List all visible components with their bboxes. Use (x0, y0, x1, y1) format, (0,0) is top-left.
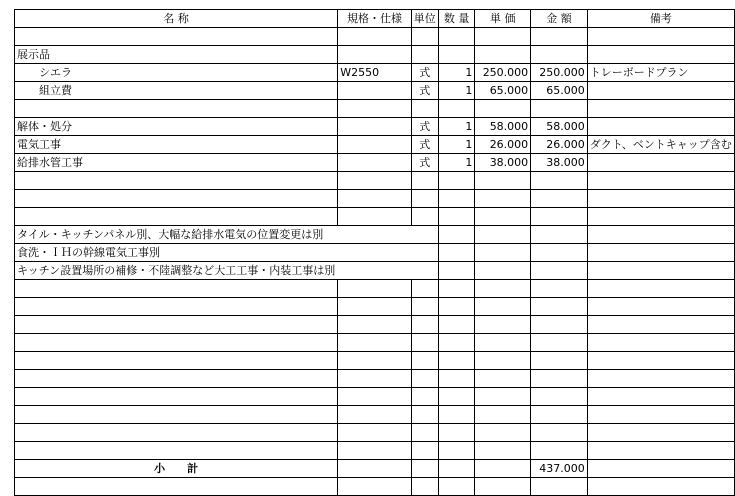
cell-notes[interactable] (587, 100, 734, 118)
cell-spec[interactable] (338, 370, 411, 388)
subtotal-label[interactable]: 小 計 (15, 460, 338, 478)
cell-spec[interactable] (338, 244, 411, 262)
cell-unit-price[interactable] (475, 100, 531, 118)
cell-unit[interactable] (411, 244, 438, 262)
cell-spec[interactable] (338, 28, 411, 46)
cell-notes[interactable] (587, 154, 734, 172)
table-row (15, 352, 735, 370)
cell-unit[interactable] (411, 262, 438, 280)
cell-name[interactable] (15, 352, 338, 370)
cell-unit[interactable] (411, 172, 438, 190)
cell-unit-price[interactable] (475, 478, 531, 496)
cell-unit-price[interactable] (475, 316, 531, 334)
cell-name[interactable] (15, 316, 338, 334)
cell-unit[interactable] (411, 370, 438, 388)
cell-qty[interactable] (438, 478, 474, 496)
cell-qty[interactable] (438, 28, 474, 46)
note-line[interactable]: 食洗・ＩＨの幹線電気工事別 (15, 244, 338, 262)
cell-notes[interactable] (587, 82, 734, 100)
cell-qty[interactable] (438, 46, 474, 64)
cell-unit[interactable]: 式 (411, 118, 438, 136)
cell-amount[interactable] (531, 370, 588, 388)
cell-notes[interactable] (587, 388, 734, 406)
cell-unit[interactable] (411, 442, 438, 460)
cell-name[interactable]: 組立費 (15, 82, 338, 100)
cell-notes[interactable] (587, 352, 734, 370)
cell-name[interactable] (15, 478, 338, 496)
cell-notes[interactable] (587, 370, 734, 388)
cell-unit[interactable]: 式 (411, 136, 438, 154)
cell-amount[interactable] (531, 190, 588, 208)
cell-name[interactable] (15, 442, 338, 460)
cell-unit-price[interactable] (475, 208, 531, 226)
header-unit: 単位 (411, 10, 438, 28)
cell-spec[interactable] (338, 172, 411, 190)
cell-unit[interactable] (411, 46, 438, 64)
cell-unit[interactable] (411, 226, 438, 244)
cell-unit[interactable] (411, 460, 438, 478)
cell-amount[interactable] (531, 406, 588, 424)
cell-spec[interactable] (338, 262, 411, 280)
table-row (15, 478, 735, 496)
cell-name[interactable]: 解体・処分 (15, 118, 338, 136)
cell-notes[interactable] (587, 190, 734, 208)
cell-qty[interactable] (438, 100, 474, 118)
cell-spec[interactable] (338, 352, 411, 370)
cell-notes[interactable] (587, 424, 734, 442)
cell-spec[interactable] (338, 136, 411, 154)
cell-name[interactable] (15, 406, 338, 424)
cell-unit-price[interactable] (475, 244, 531, 262)
cell-spec[interactable] (338, 316, 411, 334)
cell-spec[interactable] (338, 226, 411, 244)
cell-amount[interactable] (531, 28, 588, 46)
cell-spec[interactable] (338, 190, 411, 208)
table-row (15, 82, 735, 100)
cell-unit[interactable] (411, 316, 438, 334)
cell-amount[interactable] (531, 298, 588, 316)
cell-amount[interactable]: 250.000 (531, 64, 588, 82)
table-row (15, 154, 735, 172)
header-amount: 金 額 (531, 10, 588, 28)
cell-notes[interactable] (587, 244, 734, 262)
cell-qty[interactable] (438, 316, 474, 334)
cell-unit[interactable] (411, 352, 438, 370)
cell-notes[interactable]: ダクト、ベントキャップ含む (587, 136, 734, 154)
cell-qty[interactable] (438, 424, 474, 442)
cell-unit-price[interactable]: 26.000 (475, 136, 531, 154)
cell-unit-price[interactable]: 250.000 (475, 64, 531, 82)
cell-unit[interactable] (411, 388, 438, 406)
cell-qty[interactable] (438, 262, 474, 280)
cell-unit-price[interactable] (475, 460, 531, 478)
cell-name[interactable] (15, 190, 338, 208)
cell-name[interactable]: 展示品 (15, 46, 338, 64)
cell-name[interactable] (15, 370, 338, 388)
cell-name[interactable]: 電気工事 (15, 136, 338, 154)
table-row (15, 190, 735, 208)
cell-unit-price[interactable] (475, 370, 531, 388)
subtotal-amount[interactable]: 437.000 (531, 460, 588, 478)
cell-qty[interactable]: 1 (438, 154, 474, 172)
table-row (15, 280, 735, 298)
cell-unit-price[interactable] (475, 190, 531, 208)
cell-unit[interactable] (411, 190, 438, 208)
cell-spec[interactable] (338, 478, 411, 496)
note-row (15, 262, 735, 280)
cell-unit-price[interactable] (475, 172, 531, 190)
cell-amount[interactable] (531, 316, 588, 334)
table-row (15, 424, 735, 442)
cell-amount[interactable] (531, 46, 588, 64)
cell-unit-price[interactable] (475, 352, 531, 370)
header-qty: 数 量 (438, 10, 474, 28)
estimate-table (14, 9, 735, 496)
cell-amount[interactable] (531, 172, 588, 190)
cell-unit[interactable] (411, 424, 438, 442)
cell-name[interactable]: シエラ (15, 64, 338, 82)
header-name: 名 称 (15, 10, 338, 28)
cell-unit-price[interactable] (475, 262, 531, 280)
header-unit-price: 単 価 (475, 10, 531, 28)
cell-spec[interactable] (338, 388, 411, 406)
cell-amount[interactable] (531, 478, 588, 496)
cell-spec[interactable] (338, 46, 411, 64)
cell-unit-price[interactable]: 38.000 (475, 154, 531, 172)
cell-amount[interactable]: 26.000 (531, 136, 588, 154)
table-body (15, 28, 735, 496)
cell-unit-price[interactable] (475, 226, 531, 244)
cell-qty[interactable] (438, 172, 474, 190)
cell-amount[interactable] (531, 424, 588, 442)
cell-qty[interactable] (438, 244, 474, 262)
cell-notes[interactable] (587, 406, 734, 424)
cell-unit[interactable] (411, 100, 438, 118)
cell-unit[interactable] (411, 478, 438, 496)
cell-spec[interactable]: W2550 (338, 64, 411, 82)
cell-notes[interactable] (587, 316, 734, 334)
table-row (15, 316, 735, 334)
cell-unit[interactable] (411, 334, 438, 352)
cell-name[interactable] (15, 424, 338, 442)
table-row (15, 370, 735, 388)
cell-unit-price[interactable] (475, 442, 531, 460)
cell-name[interactable] (15, 280, 338, 298)
cell-qty[interactable]: 1 (438, 64, 474, 82)
header-spec: 規格・仕様 (338, 10, 411, 28)
cell-unit-price[interactable] (475, 298, 531, 316)
cell-qty[interactable] (438, 406, 474, 424)
cell-name[interactable] (15, 334, 338, 352)
cell-qty[interactable] (438, 370, 474, 388)
cell-amount[interactable]: 65.000 (531, 82, 588, 100)
cell-qty[interactable] (438, 442, 474, 460)
note-line[interactable]: タイル・キッチンパネル別、大幅な給排水電気の位置変更は別 (15, 226, 338, 244)
table-row (15, 208, 735, 226)
cell-unit-price[interactable] (475, 28, 531, 46)
cell-name[interactable] (15, 100, 338, 118)
cell-notes[interactable] (587, 262, 734, 280)
cell-qty[interactable] (438, 334, 474, 352)
cell-amount[interactable] (531, 208, 588, 226)
cell-qty[interactable] (438, 226, 474, 244)
table-row (15, 172, 735, 190)
table-row (15, 388, 735, 406)
cell-notes[interactable] (587, 46, 734, 64)
header-notes: 備考 (587, 10, 734, 28)
cell-notes[interactable] (587, 208, 734, 226)
cell-spec[interactable] (338, 208, 411, 226)
note-row (15, 226, 735, 244)
cell-notes[interactable] (587, 334, 734, 352)
cell-spec[interactable] (338, 406, 411, 424)
cell-unit[interactable]: 式 (411, 154, 438, 172)
cell-notes[interactable] (587, 460, 734, 478)
cell-unit[interactable] (411, 406, 438, 424)
cell-amount[interactable]: 38.000 (531, 154, 588, 172)
cell-qty[interactable] (438, 388, 474, 406)
cell-name[interactable] (15, 298, 338, 316)
cell-unit[interactable] (411, 280, 438, 298)
cell-amount[interactable]: 58.000 (531, 118, 588, 136)
cell-spec[interactable] (338, 154, 411, 172)
cell-amount[interactable] (531, 100, 588, 118)
subtotal-row (15, 460, 735, 478)
cell-amount[interactable] (531, 244, 588, 262)
cell-unit-price[interactable]: 58.000 (475, 118, 531, 136)
cell-notes[interactable] (587, 118, 734, 136)
cell-spec[interactable] (338, 100, 411, 118)
cell-spec[interactable] (338, 280, 411, 298)
cell-notes[interactable] (587, 280, 734, 298)
table-row (15, 28, 735, 46)
cell-unit[interactable] (411, 298, 438, 316)
cell-notes[interactable] (587, 28, 734, 46)
cell-spec[interactable] (338, 118, 411, 136)
table-row (15, 442, 735, 460)
table-row (15, 298, 735, 316)
cell-spec[interactable] (338, 298, 411, 316)
table-row (15, 406, 735, 424)
cell-unit-price[interactable] (475, 388, 531, 406)
cell-qty[interactable] (438, 208, 474, 226)
cell-notes[interactable] (587, 442, 734, 460)
cell-qty[interactable] (438, 460, 474, 478)
cell-notes[interactable]: トレーボードプラン (587, 64, 734, 82)
cell-unit-price[interactable]: 65.000 (475, 82, 531, 100)
header-row (15, 10, 735, 28)
cell-name[interactable]: 給排水管工事 (15, 154, 338, 172)
table-row (15, 118, 735, 136)
cell-unit-price[interactable] (475, 280, 531, 298)
cell-unit-price[interactable] (475, 406, 531, 424)
cell-qty[interactable] (438, 298, 474, 316)
cell-name[interactable] (15, 208, 338, 226)
cell-unit[interactable]: 式 (411, 64, 438, 82)
cell-qty[interactable] (438, 190, 474, 208)
cell-spec[interactable] (338, 82, 411, 100)
cell-name[interactable] (15, 28, 338, 46)
table-row (15, 136, 735, 154)
table-row (15, 334, 735, 352)
cell-unit-price[interactable] (475, 424, 531, 442)
cell-spec[interactable] (338, 424, 411, 442)
note-line[interactable]: キッチン設置場所の補修・不陸調整など大工工事・内装工事は別 (15, 262, 338, 280)
table-row (15, 100, 735, 118)
cell-unit[interactable]: 式 (411, 82, 438, 100)
cell-amount[interactable] (531, 262, 588, 280)
cell-amount[interactable] (531, 226, 588, 244)
cell-amount[interactable] (531, 352, 588, 370)
cell-spec[interactable] (338, 442, 411, 460)
cell-notes[interactable] (587, 172, 734, 190)
note-row (15, 244, 735, 262)
cell-name[interactable] (15, 172, 338, 190)
cell-qty[interactable]: 1 (438, 118, 474, 136)
cell-notes[interactable] (587, 478, 734, 496)
cell-amount[interactable] (531, 280, 588, 298)
cell-unit[interactable] (411, 208, 438, 226)
cell-qty[interactable] (438, 280, 474, 298)
cell-name[interactable] (15, 388, 338, 406)
cell-amount[interactable] (531, 388, 588, 406)
cell-qty[interactable]: 1 (438, 82, 474, 100)
cell-amount[interactable] (531, 334, 588, 352)
cell-unit-price[interactable] (475, 46, 531, 64)
cell-qty[interactable] (438, 352, 474, 370)
cell-notes[interactable] (587, 298, 734, 316)
table-row (15, 46, 735, 64)
cell-amount[interactable] (531, 442, 588, 460)
cell-unit-price[interactable] (475, 334, 531, 352)
cell-notes[interactable] (587, 226, 734, 244)
cell-unit[interactable] (411, 28, 438, 46)
cell-qty[interactable]: 1 (438, 136, 474, 154)
cell-spec[interactable] (338, 334, 411, 352)
table-row (15, 64, 735, 82)
cell-spec[interactable] (338, 460, 411, 478)
